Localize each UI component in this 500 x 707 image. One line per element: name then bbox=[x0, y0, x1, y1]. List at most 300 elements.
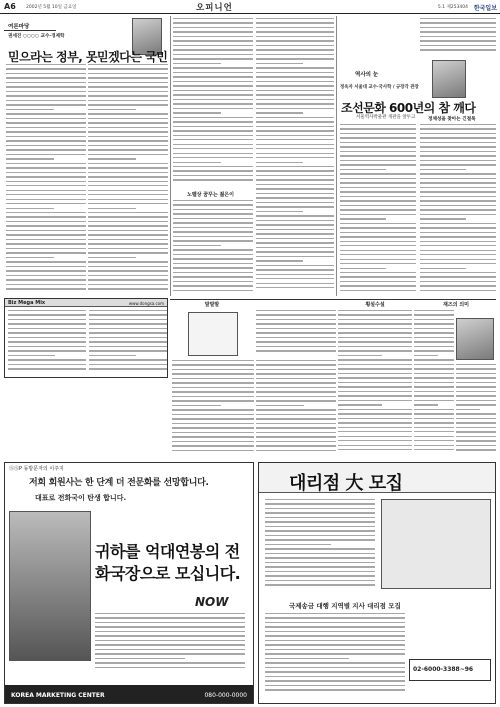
text-line bbox=[414, 440, 454, 441]
text-line bbox=[6, 158, 54, 159]
text-line bbox=[420, 227, 496, 228]
text-line bbox=[6, 225, 86, 226]
text-line bbox=[6, 91, 86, 92]
text-line bbox=[414, 395, 454, 396]
text-line bbox=[340, 268, 386, 269]
text-line bbox=[6, 230, 86, 231]
text-line bbox=[256, 269, 334, 270]
text-line bbox=[95, 617, 245, 618]
text-line bbox=[88, 136, 168, 137]
text-line bbox=[265, 508, 375, 509]
text-line bbox=[420, 187, 496, 188]
text-line bbox=[173, 267, 253, 268]
text-line bbox=[89, 310, 167, 311]
text-line bbox=[256, 170, 334, 171]
text-line bbox=[456, 422, 496, 423]
ad-right-text-1 bbox=[265, 499, 375, 589]
text-line bbox=[88, 172, 168, 173]
text-line bbox=[88, 95, 168, 96]
text-line bbox=[88, 158, 136, 159]
text-line bbox=[173, 63, 221, 64]
text-line bbox=[265, 653, 405, 654]
text-line bbox=[256, 432, 336, 433]
text-line bbox=[173, 144, 253, 145]
text-line bbox=[173, 94, 253, 95]
text-line bbox=[172, 382, 254, 383]
text-line bbox=[456, 391, 496, 392]
text-line bbox=[256, 85, 334, 86]
text-line bbox=[420, 164, 496, 165]
text-line bbox=[89, 319, 167, 320]
text-line bbox=[265, 649, 405, 650]
text-line bbox=[338, 368, 412, 369]
text-line bbox=[265, 503, 375, 504]
text-line bbox=[340, 191, 416, 192]
text-line bbox=[256, 319, 336, 320]
body-text-left-2 bbox=[88, 64, 168, 296]
author-photo-right bbox=[432, 60, 466, 98]
body-text-bottom-4 bbox=[414, 310, 454, 456]
text-line bbox=[420, 45, 496, 46]
text-line bbox=[256, 369, 336, 370]
issue-date: 2002년 5월 10일 금요일 bbox=[26, 5, 77, 10]
text-line bbox=[256, 260, 303, 261]
text-line bbox=[256, 179, 334, 180]
text-line bbox=[338, 449, 412, 450]
text-line bbox=[420, 169, 466, 170]
ad-sub: 대표로 전화국이 탄생 합니다. bbox=[35, 494, 127, 502]
text-line bbox=[95, 613, 245, 614]
text-line bbox=[340, 178, 416, 179]
text-line bbox=[89, 323, 167, 324]
text-line bbox=[172, 409, 254, 410]
text-line bbox=[414, 368, 454, 369]
text-line bbox=[456, 440, 496, 441]
text-line bbox=[88, 239, 168, 240]
text-line bbox=[256, 341, 336, 342]
text-line bbox=[340, 223, 416, 224]
text-line bbox=[456, 404, 496, 405]
text-line bbox=[88, 100, 168, 101]
ad-right-illustration bbox=[381, 499, 491, 589]
text-line bbox=[265, 626, 405, 627]
text-line bbox=[6, 261, 86, 262]
text-line bbox=[88, 225, 168, 226]
text-line bbox=[6, 203, 86, 204]
headline-left: 믿으라는 정부, 못믿겠다는 국민 bbox=[8, 50, 168, 64]
text-line bbox=[414, 328, 454, 329]
text-line bbox=[420, 290, 496, 291]
text-line bbox=[173, 90, 253, 91]
text-line bbox=[338, 319, 412, 320]
text-line bbox=[95, 649, 245, 650]
text-line bbox=[89, 364, 167, 365]
text-line bbox=[256, 441, 336, 442]
text-line bbox=[8, 355, 55, 356]
text-line bbox=[338, 391, 412, 392]
text-line bbox=[340, 232, 416, 233]
text-line bbox=[256, 76, 334, 77]
author-photo-jazz bbox=[456, 318, 494, 360]
text-line bbox=[265, 575, 375, 576]
text-line bbox=[265, 685, 405, 686]
text-line bbox=[173, 148, 253, 149]
text-line bbox=[414, 422, 454, 423]
directory-listings-2 bbox=[89, 310, 167, 376]
text-line bbox=[6, 163, 86, 164]
text-line bbox=[256, 45, 334, 46]
column-label-hoengseol: 횡설수설 bbox=[365, 302, 385, 308]
text-line bbox=[88, 176, 168, 177]
text-line bbox=[89, 341, 167, 342]
text-line bbox=[6, 64, 86, 65]
text-line bbox=[6, 234, 86, 235]
text-line bbox=[256, 445, 336, 446]
text-line bbox=[420, 236, 496, 237]
text-line bbox=[173, 58, 253, 59]
text-line bbox=[420, 31, 496, 32]
text-line bbox=[414, 319, 454, 320]
cartoon-illustration bbox=[188, 312, 238, 356]
text-line bbox=[172, 445, 254, 446]
text-line bbox=[265, 530, 375, 531]
text-line bbox=[265, 671, 405, 672]
text-line bbox=[89, 328, 167, 329]
text-line bbox=[6, 77, 86, 78]
text-line bbox=[420, 124, 496, 125]
text-line bbox=[173, 227, 253, 228]
text-line bbox=[89, 314, 167, 315]
text-line bbox=[265, 662, 405, 663]
text-line bbox=[256, 287, 334, 288]
text-line bbox=[420, 250, 496, 251]
text-line bbox=[88, 190, 168, 191]
text-line bbox=[414, 314, 454, 315]
text-line bbox=[338, 350, 412, 351]
text-line bbox=[338, 310, 412, 311]
text-line bbox=[88, 181, 168, 182]
text-line bbox=[173, 175, 253, 176]
text-line bbox=[6, 239, 86, 240]
text-line bbox=[173, 99, 253, 100]
directory-listings-1 bbox=[8, 310, 86, 376]
body-text-bottom-5 bbox=[456, 364, 496, 456]
text-line bbox=[6, 208, 54, 209]
text-line bbox=[256, 310, 336, 311]
text-line bbox=[420, 241, 496, 242]
text-line bbox=[88, 208, 136, 209]
text-line bbox=[256, 36, 334, 37]
text-line bbox=[340, 259, 416, 260]
text-line bbox=[256, 278, 334, 279]
text-line bbox=[173, 121, 253, 122]
text-line bbox=[173, 85, 253, 86]
text-line bbox=[256, 130, 334, 131]
text-line bbox=[6, 270, 86, 271]
divider bbox=[170, 299, 496, 300]
text-line bbox=[88, 248, 168, 249]
text-line bbox=[173, 103, 253, 104]
text-line bbox=[6, 127, 86, 128]
text-line bbox=[414, 427, 454, 428]
text-line bbox=[6, 257, 54, 258]
text-line bbox=[88, 288, 168, 289]
text-line bbox=[6, 279, 86, 280]
text-line bbox=[338, 445, 412, 446]
page-number: A6 bbox=[4, 2, 16, 11]
text-line bbox=[256, 378, 336, 379]
text-line bbox=[340, 214, 416, 215]
text-line bbox=[173, 67, 253, 68]
text-line bbox=[88, 212, 168, 213]
text-line bbox=[256, 427, 336, 428]
text-line bbox=[256, 90, 334, 91]
text-line bbox=[88, 131, 168, 132]
text-line bbox=[338, 373, 412, 374]
text-line bbox=[173, 117, 253, 118]
text-line bbox=[456, 377, 496, 378]
directory-url: www.dongsa.com bbox=[128, 300, 164, 306]
text-line bbox=[256, 108, 334, 109]
text-line bbox=[6, 140, 86, 141]
body-text-right-2 bbox=[420, 124, 496, 296]
body-text-bottom-2 bbox=[256, 360, 336, 456]
text-line bbox=[88, 270, 168, 271]
text-line bbox=[256, 256, 334, 257]
text-line bbox=[173, 153, 253, 154]
text-line bbox=[172, 373, 254, 374]
text-line bbox=[172, 378, 254, 379]
text-line bbox=[265, 658, 349, 659]
text-line bbox=[6, 243, 86, 244]
intro-title: 노벨상 꿈꾸는 젊은이 bbox=[187, 192, 234, 198]
text-line bbox=[88, 149, 168, 150]
text-line bbox=[338, 413, 412, 414]
text-line bbox=[338, 346, 412, 347]
text-line bbox=[338, 359, 412, 360]
text-line bbox=[256, 148, 334, 149]
text-line bbox=[89, 359, 167, 360]
ad-body-text bbox=[95, 613, 245, 673]
text-line bbox=[6, 216, 86, 217]
newspaper-logo: 한국일보 bbox=[473, 4, 497, 12]
text-line bbox=[456, 386, 496, 387]
text-line bbox=[173, 258, 253, 259]
text-line bbox=[456, 436, 496, 437]
text-line bbox=[338, 377, 412, 378]
text-line bbox=[340, 160, 416, 161]
text-line bbox=[8, 341, 86, 342]
text-line bbox=[256, 337, 336, 338]
text-line bbox=[88, 243, 168, 244]
text-line bbox=[6, 185, 86, 186]
text-line bbox=[256, 49, 334, 50]
text-line bbox=[420, 254, 496, 255]
text-line bbox=[420, 133, 496, 134]
text-line bbox=[88, 257, 136, 258]
text-line bbox=[8, 319, 86, 320]
text-line bbox=[6, 199, 86, 200]
text-line bbox=[265, 517, 375, 518]
text-line bbox=[420, 151, 496, 152]
text-line bbox=[6, 154, 86, 155]
text-line bbox=[6, 145, 86, 146]
text-line bbox=[340, 200, 416, 201]
text-line bbox=[420, 218, 466, 219]
text-line bbox=[88, 122, 168, 123]
text-line bbox=[88, 68, 168, 69]
text-line bbox=[340, 124, 416, 125]
text-line bbox=[420, 272, 496, 273]
text-line bbox=[88, 199, 168, 200]
text-line bbox=[8, 368, 86, 369]
text-line bbox=[420, 142, 496, 143]
text-line bbox=[265, 553, 375, 554]
text-line bbox=[420, 128, 496, 129]
text-line bbox=[340, 254, 416, 255]
text-line bbox=[340, 290, 416, 291]
text-line bbox=[340, 281, 416, 282]
text-line bbox=[338, 404, 382, 405]
text-line bbox=[88, 145, 168, 146]
text-line bbox=[88, 127, 168, 128]
text-line bbox=[456, 364, 496, 365]
text-line bbox=[88, 221, 168, 222]
text-line bbox=[95, 662, 245, 663]
text-line bbox=[338, 400, 412, 401]
text-line bbox=[265, 571, 375, 572]
text-line bbox=[173, 157, 253, 158]
text-line bbox=[414, 404, 438, 405]
text-line bbox=[414, 391, 454, 392]
text-line bbox=[420, 196, 496, 197]
text-line bbox=[265, 521, 375, 522]
text-line bbox=[6, 288, 86, 289]
text-line bbox=[95, 622, 245, 623]
text-line bbox=[420, 263, 496, 264]
text-line bbox=[456, 382, 496, 383]
text-line bbox=[8, 359, 86, 360]
text-line bbox=[6, 118, 86, 119]
text-line bbox=[340, 146, 416, 147]
text-line bbox=[420, 209, 496, 210]
text-line bbox=[265, 622, 405, 623]
text-line bbox=[256, 184, 334, 185]
text-line bbox=[420, 182, 496, 183]
text-line bbox=[256, 450, 336, 451]
text-line bbox=[88, 194, 168, 195]
column-divider bbox=[170, 16, 171, 296]
text-line bbox=[88, 234, 168, 235]
text-line bbox=[256, 58, 334, 59]
text-line bbox=[173, 213, 253, 214]
text-line bbox=[420, 155, 496, 156]
text-line bbox=[6, 149, 86, 150]
text-line bbox=[256, 436, 336, 437]
text-line bbox=[256, 103, 334, 104]
text-line bbox=[173, 285, 253, 286]
text-line bbox=[340, 227, 416, 228]
text-line bbox=[173, 76, 253, 77]
text-line bbox=[172, 418, 254, 419]
text-line bbox=[173, 170, 253, 171]
text-line bbox=[420, 268, 466, 269]
text-line bbox=[265, 584, 375, 585]
text-line bbox=[173, 231, 253, 232]
text-line bbox=[6, 82, 86, 83]
text-line bbox=[265, 526, 375, 527]
text-line bbox=[8, 337, 86, 338]
text-line bbox=[456, 427, 496, 428]
text-line bbox=[173, 240, 253, 241]
text-line bbox=[172, 387, 254, 388]
text-line bbox=[265, 689, 405, 690]
text-line bbox=[420, 205, 496, 206]
text-line bbox=[338, 332, 412, 333]
text-line bbox=[172, 364, 254, 365]
body-text-center-3 bbox=[256, 18, 334, 296]
text-line bbox=[456, 409, 480, 410]
text-line bbox=[256, 414, 336, 415]
text-line bbox=[256, 81, 334, 82]
column-divider bbox=[336, 16, 337, 296]
text-line bbox=[256, 63, 303, 64]
text-line bbox=[256, 323, 336, 324]
text-line bbox=[340, 128, 416, 129]
divider bbox=[4, 30, 56, 31]
text-line bbox=[256, 418, 336, 419]
ad-now: NOW bbox=[195, 595, 229, 609]
text-line bbox=[6, 248, 86, 249]
text-line bbox=[256, 94, 334, 95]
text-line bbox=[173, 36, 253, 37]
text-line bbox=[88, 167, 168, 168]
text-line bbox=[173, 272, 253, 273]
text-line bbox=[256, 202, 334, 203]
body-text-center-1 bbox=[173, 18, 253, 188]
text-line bbox=[256, 238, 334, 239]
text-line bbox=[256, 387, 336, 388]
text-line bbox=[6, 86, 86, 87]
text-line bbox=[89, 346, 167, 347]
text-line bbox=[8, 364, 86, 365]
text-line bbox=[173, 49, 253, 50]
text-line bbox=[340, 209, 416, 210]
text-line bbox=[265, 667, 405, 668]
text-line bbox=[265, 640, 405, 641]
text-line bbox=[256, 153, 334, 154]
text-line bbox=[95, 631, 245, 632]
text-line bbox=[414, 373, 454, 374]
text-line bbox=[414, 382, 454, 383]
text-line bbox=[340, 250, 416, 251]
text-line bbox=[338, 323, 412, 324]
text-line bbox=[414, 323, 454, 324]
text-line bbox=[173, 45, 253, 46]
text-line bbox=[6, 212, 86, 213]
text-line bbox=[256, 283, 334, 284]
ad-footer-phone: 080-000-0000 bbox=[204, 692, 247, 699]
text-line bbox=[420, 178, 496, 179]
text-line bbox=[340, 218, 386, 219]
text-line bbox=[95, 635, 245, 636]
text-line bbox=[265, 566, 375, 567]
text-line bbox=[414, 449, 454, 450]
text-line bbox=[173, 263, 253, 264]
text-line bbox=[340, 196, 416, 197]
text-line bbox=[256, 229, 334, 230]
body-text-center-2 bbox=[173, 200, 253, 296]
